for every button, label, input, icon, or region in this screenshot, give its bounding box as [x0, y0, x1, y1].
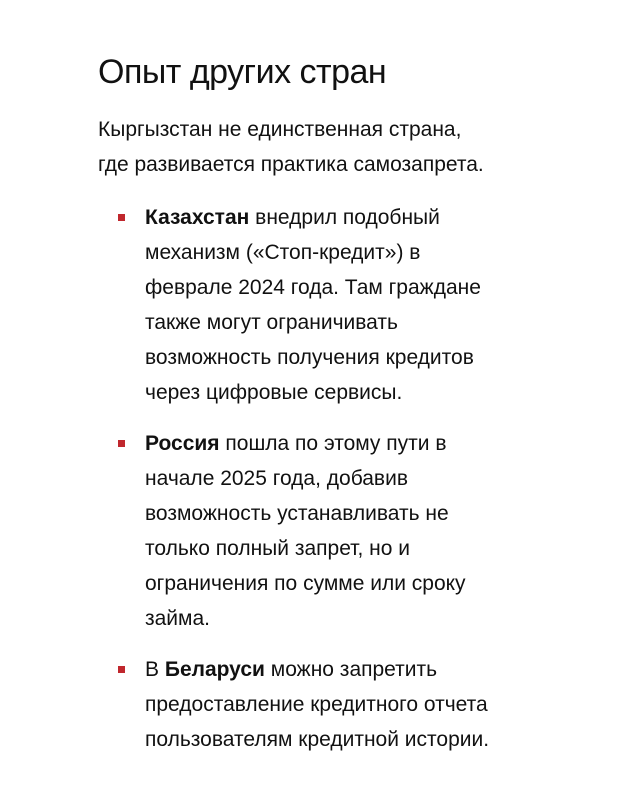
item-line: феврале 2024 года. Там граждане — [145, 276, 481, 299]
item-line: начале 2025 года, добавив — [145, 467, 408, 490]
intro-line: Кыргызстан не единственная страна, — [98, 118, 462, 141]
square-bullet-icon — [118, 666, 125, 673]
item-line: механизм («Стоп-кредит») в — [145, 241, 421, 264]
item-line: возможность получения кредитов — [145, 346, 474, 369]
list-item-russia — [98, 426, 618, 636]
list-item-kazakhstan — [98, 200, 618, 410]
item-line — [145, 652, 618, 687]
list-item-belarus — [98, 652, 618, 757]
country-name: Россия — [145, 432, 220, 455]
item-line: займа. — [145, 607, 210, 630]
item-text: внедрил подобный — [249, 206, 440, 229]
intro-paragraph — [98, 112, 618, 182]
square-bullet-icon — [118, 214, 125, 221]
item-line — [145, 200, 618, 235]
item-line: пользователям кредитной истории. — [145, 728, 490, 751]
country-name: Казахстан — [145, 206, 250, 229]
country-list — [98, 200, 618, 773]
item-text: В — [145, 658, 165, 681]
item-line: возможность устанавливать не — [145, 502, 449, 525]
item-text: можно запретить — [264, 658, 438, 681]
intro-line: где развивается практика самозапрета. — [98, 153, 484, 176]
item-line: только полный запрет, но и — [145, 537, 410, 560]
item-line: через цифровые сервисы. — [145, 381, 403, 404]
item-line — [145, 426, 618, 461]
item-line: также могут ограничивать — [145, 311, 398, 334]
item-text: пошла по этому пути в — [219, 432, 447, 455]
country-name: Беларуси — [164, 658, 265, 681]
item-line: предоставление кредитного отчета — [145, 693, 488, 716]
item-line: ограничения по сумме или сроку — [145, 572, 466, 595]
page-title: Опыт других стран — [98, 53, 387, 91]
square-bullet-icon — [118, 440, 125, 447]
